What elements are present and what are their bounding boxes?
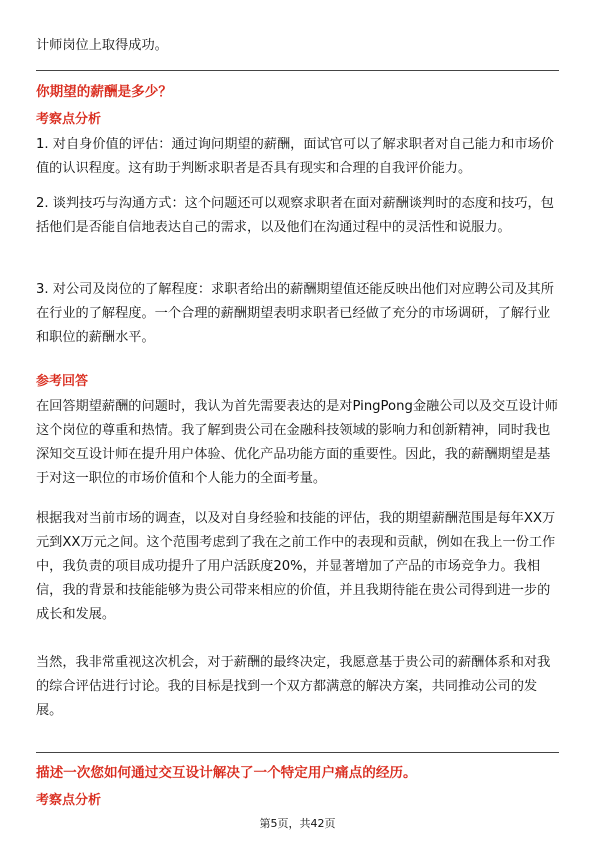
analysis-point: 2. 谈判技巧与沟通方式：这个问题还可以观察求职者在面对薪酬谈判时的态度和技巧，包括他们是否能自信地表达自己的需求，以及他们在沟通过程中的灵活性和说服力。 <box>36 196 554 235</box>
analysis-point: 1. 对自身价值的评估：通过询问期望的薪酬，面试官可以了解求职者对自己能力和市场价值的认识程度。这有助于判断求职者是否具有现实和合理的自我评价能力。 <box>36 137 554 176</box>
question-title: 你期望的薪酬是多少？ <box>36 84 172 100</box>
answer-paragraph: 根据我对当前市场的调查，以及对自身经验和技能的评估，我的期望薪酬范围是每年XX万元到XX万元之间。这个范围考虑到了我在之前工作中的表现和贡献，例如在我上一份工作中，我负责的项目成功提升了用户活跃度20%，并显著增加了产品的市场竞争力。我相信，我的背景和技能能够为贵公司带来相应的价值，并且我期待能在贵公司得到进一步的成长和发展。 <box>36 511 556 622</box>
question-title: 描述一次您如何通过交互设计解决了一个特定用户痛点的经历。 <box>36 765 417 781</box>
analysis-point: 3. 对公司及岗位的了解程度：求职者给出的薪酬期望值还能反映出他们对应聘公司及其所在行业的了解程度。一个合理的薪酬期望表明求职者已经做了充分的市场调研，了解行业和职位的薪酬水平。 <box>36 282 554 345</box>
continuation-text: 计师岗位上取得成功。 <box>36 38 168 53</box>
analysis-heading: 考察点分析 <box>36 793 102 808</box>
answer-heading: 参考回答 <box>36 374 89 389</box>
analysis-heading: 考察点分析 <box>36 112 102 127</box>
section-divider <box>36 70 559 71</box>
answer-paragraph: 当然，我非常重视这次机会，对于薪酬的最终决定，我愿意基于贵公司的薪酬体系和对我的综合评估进行讨论。我的目标是找到一个双方都满意的解决方案，共同推动公司的发展。 <box>36 655 551 718</box>
section-divider <box>36 752 559 753</box>
answer-paragraph: 在回答期望薪酬的问题时，我认为首先需要表达的是对PingPong金融公司以及交互设计师这个岗位的尊重和热情。我了解到贵公司在金融科技领域的影响力和创新精神，同时我也深知交互设计师在提升用户体验、优化产品功能方面的重要性。因此，我的薪酬期望是基于对这一职位的市场价值和个人能力的全面考量。 <box>36 399 558 486</box>
page-number: 第5页，共42页 <box>259 817 336 830</box>
